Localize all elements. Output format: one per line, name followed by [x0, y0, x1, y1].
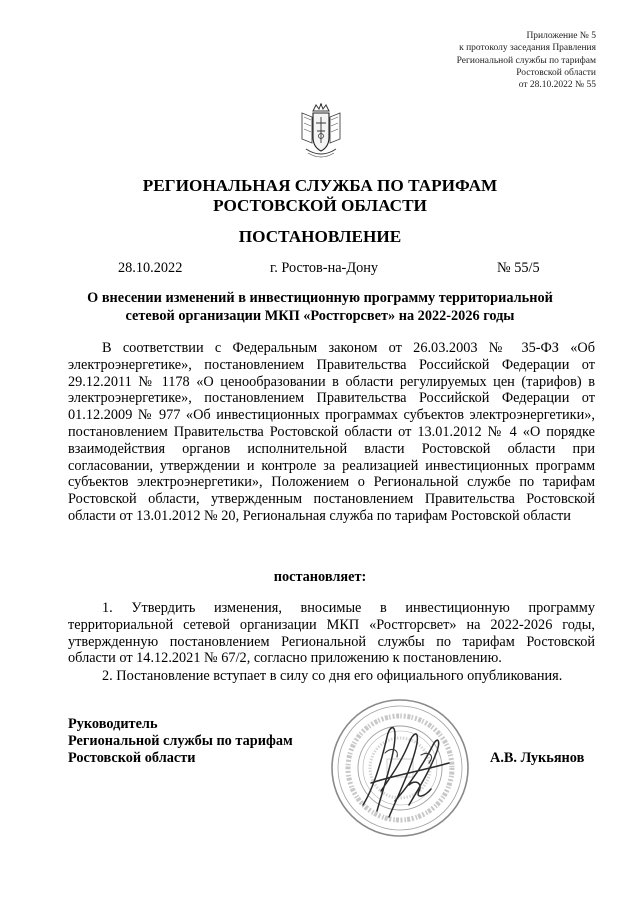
- preamble-paragraph: В соответствии с Федеральным законом от 26.03.2003 № 35-ФЗ «Об электроэнергетике», постановлением Правительства Российской Федерации от 29.12.2011 № 1178 «О ценообразовании в области регулируемых цен (тарифов) в электроэнергетике», постановлением Правительства Российской Федерации от 01.12.2009 № 977 «Об инвестиционных программах субъектов электроэнергетики», постановлением Правительства Ростовской области от 13.01.2012 № 4 «О порядке взаимодействия органов исполнительной власти Ростовской области при согласовании, утверждении и контроле за реализацией инвестиционных программ субъектов электроэнергетики», Положением о Региональной службе по тарифам Ростовской области, утвержденным постановлением Правительства Ростовской области от 13.01.2012 № 20, Региональная служба по тарифам Ростовской области: [68, 340, 595, 524]
- document-type: ПОСТАНОВЛЕНИЕ: [238, 227, 402, 246]
- document-date: 28.10.2022: [118, 260, 183, 276]
- appendix-line: Региональной службы по тарифам: [456, 55, 596, 66]
- decree-word: постановляет:: [273, 569, 367, 585]
- handwritten-signature-icon: [325, 693, 475, 843]
- document-number: № 55/5: [497, 260, 540, 276]
- organization-title-line: РЕГИОНАЛЬНАЯ СЛУЖБА ПО ТАРИФАМ: [142, 176, 498, 195]
- subject-line: О внесении изменений в инвестиционную программу территориальной: [87, 290, 553, 306]
- subject-line: сетевой организации МКП «Ростгорсвет» на 2022-2026 годы: [125, 308, 515, 324]
- appendix-line: от 28.10.2022 № 55: [518, 80, 596, 91]
- document-subject: [60, 289, 580, 325]
- appendix-line: Приложение № 5: [526, 31, 596, 41]
- appendix-line: к протоколу заседания Правления: [459, 43, 596, 54]
- document-city: г. Ростов-на-Дону: [270, 260, 379, 276]
- appendix-note: [457, 30, 596, 91]
- organization-title-line: РОСТОВСКОЙ ОБЛАСТИ: [213, 196, 427, 215]
- signer-title-line: Региональной службы по тарифам: [68, 732, 293, 749]
- signer-name: А.В. Лукьянов: [490, 750, 585, 766]
- signer-title-line: Ростовской области: [68, 749, 196, 766]
- coat-of-arms-icon: [298, 103, 344, 161]
- resolution-item: 1. Утвердить изменения, вносимые в инвестиционную программу территориальной сетевой организации МКП «Ростгорсвет» на 2022-2026 годы, утвержденную постановлением Региональной службы по тарифам Ростовской области от 14.12.2021 № 67/2, согласно приложению к постановлению.: [68, 600, 595, 667]
- organization-title: [0, 176, 640, 216]
- appendix-line: Ростовской области: [516, 67, 596, 78]
- signer-title-line: Руководитель: [68, 716, 158, 732]
- signer-title: [68, 716, 293, 766]
- resolution-item: 2. Постановление вступает в силу со дня его официального опубликования.: [102, 668, 563, 684]
